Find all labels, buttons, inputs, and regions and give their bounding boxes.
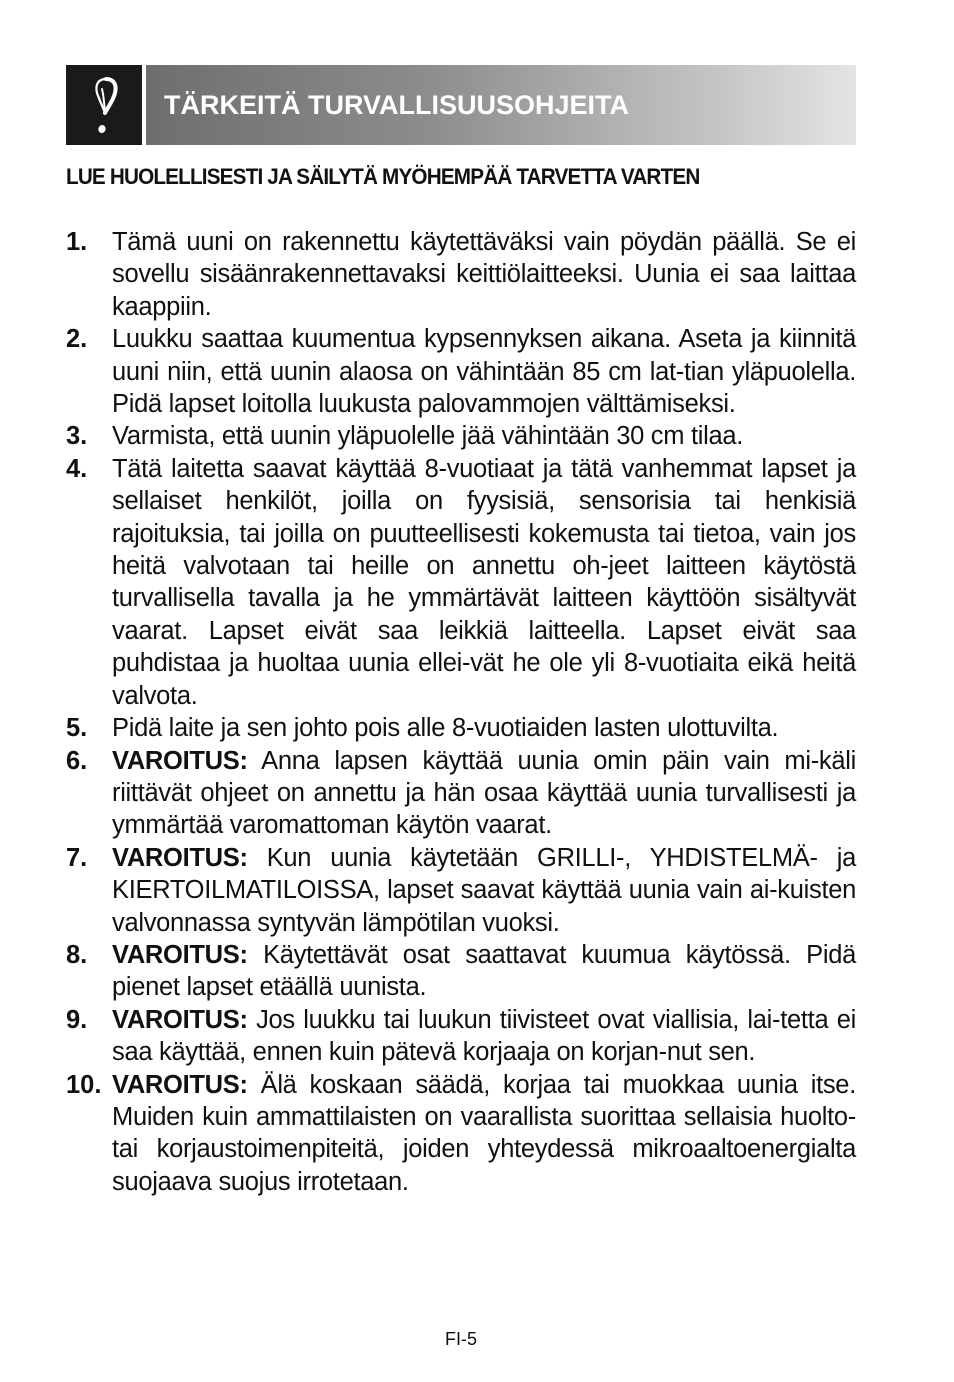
warning-label: VAROITUS:: [112, 1070, 248, 1099]
item-number: 10.: [66, 1070, 102, 1099]
item-text: [112, 226, 856, 323]
item-number: 4.: [66, 454, 88, 483]
item-text: [112, 939, 856, 1004]
item-text: [112, 420, 856, 452]
list-item: [66, 1004, 856, 1069]
warning-label: VAROITUS:: [112, 843, 248, 872]
warning-label: VAROITUS:: [112, 1005, 248, 1034]
item-text: [112, 453, 856, 712]
item-number: 9.: [66, 1005, 88, 1034]
list-item: [66, 939, 856, 1004]
list-item: [66, 712, 856, 744]
warning-label: VAROITUS:: [112, 746, 248, 775]
header-bar: [146, 65, 856, 145]
list-item: [66, 453, 856, 712]
item-number: 2.: [66, 325, 88, 354]
item-text: [112, 1069, 856, 1199]
exclamation-pen-icon: [84, 73, 124, 137]
item-number: 1.: [66, 228, 88, 256]
section-header: [66, 65, 856, 145]
item-body: Kun uunia käytetään GRILLI-, YHDISTELMÄ- ja KIERTOILMATILOISSA, lapset saavat käyttää uunia vain ai-kuisten valvonnassa syntyvän lämpötilan vuoksi.: [112, 843, 856, 937]
item-body: Käytettävät osat saattavat kuumua käytössä. Pidä pienet lapset etäällä uunista.: [112, 940, 856, 1002]
item-number: 8.: [66, 940, 88, 969]
item-number: 6.: [66, 746, 88, 775]
item-text: [112, 745, 856, 842]
item-body: Älä koskaan säädä, korjaa tai muokkaa uunia itse. Muiden kuin ammattilaisten on vaarallista suorittaa sellaisia huolto- tai korjaustoimenpiteitä, joiden yhteydessä mikroaaltoenergialta suojaava suojus irrotetaan.: [112, 1070, 856, 1196]
item-text: [112, 323, 856, 420]
item-body: Tätä laitetta saavat käyttää 8-vuotiaat ja tätä vanhemmat lapset ja sellaiset henkilöt, joilla on fyysisiä, sensorisia tai henkisiä rajoituksia, tai joilla on puutteellisesti kokemusta tai tietoa, vain jos heitä valvotaan tai heille on annettu oh-jeet laitteen käytöstä turvallisella tavalla ja he ymmärtävät laitteen käyttöön sisältyvät vaarat. Lapset eivät saa leikkiä laitteella. Lapset eivät saa puhdistaa ja huoltaa uunia ellei-vät he ole yli 8-vuotiaita eikä heitä valvota.: [112, 454, 856, 710]
item-text: [112, 842, 856, 939]
header-icon-box: [66, 65, 142, 145]
item-number: 5.: [66, 714, 88, 743]
item-number: 3.: [66, 422, 88, 451]
item-body: Luukku saattaa kuumentua kypsennyksen aikana. Aseta ja kiinnitä uuni niin, että uunin alaosa on vähintään 85 cm lat-tian yläpuolella. Pidä lapset loitolla luukusta palovammojen välttämiseksi.: [112, 325, 856, 419]
page-title: TÄRKEITÄ TURVALLISUUSOHJEITA: [164, 89, 630, 120]
item-number: 7.: [66, 843, 88, 872]
list-item: [66, 420, 856, 452]
item-body: Varmista, että uunin yläpuolelle jää vähintään 30 cm tilaa.: [112, 422, 744, 451]
subtitle: LUE HUOLELLISESTI JA SÄILYTÄ MYÖHEMPÄÄ TARVETTA VARTEN: [66, 164, 700, 189]
item-body: Anna lapsen käyttää uunia omin päin vain mi-käli riittävät ohjeet on annettu ja hän osaa käyttää uunia turvallisesti ja ymmärtää varomattoman käytön vaarat.: [112, 746, 856, 840]
item-text: [112, 712, 856, 744]
page-number: FI-5: [444, 1329, 477, 1349]
list-item: [66, 323, 856, 420]
item-text: [112, 1004, 856, 1069]
list-item: [66, 745, 856, 842]
safety-instructions-list: [66, 226, 856, 1198]
item-body: Pidä laite ja sen johto pois alle 8-vuotiaiden lasten ulottuvilta.: [112, 714, 779, 743]
item-body: Tämä uuni on rakennettu käytettäväksi vain pöydän päällä. Se ei sovellu sisäänrakennettavaksi keittiölaitteeksi. Uunia ei saa laittaa kaappiin.: [112, 228, 856, 321]
list-item: [66, 226, 856, 323]
item-body: Jos luukku tai luukun tiivisteet ovat viallisia, lai-tetta ei saa käyttää, ennen kuin pätevä korjaaja on korjan-nut sen.: [112, 1005, 856, 1067]
list-item: [66, 1069, 856, 1199]
list-item: [66, 842, 856, 939]
warning-label: VAROITUS:: [112, 940, 248, 969]
